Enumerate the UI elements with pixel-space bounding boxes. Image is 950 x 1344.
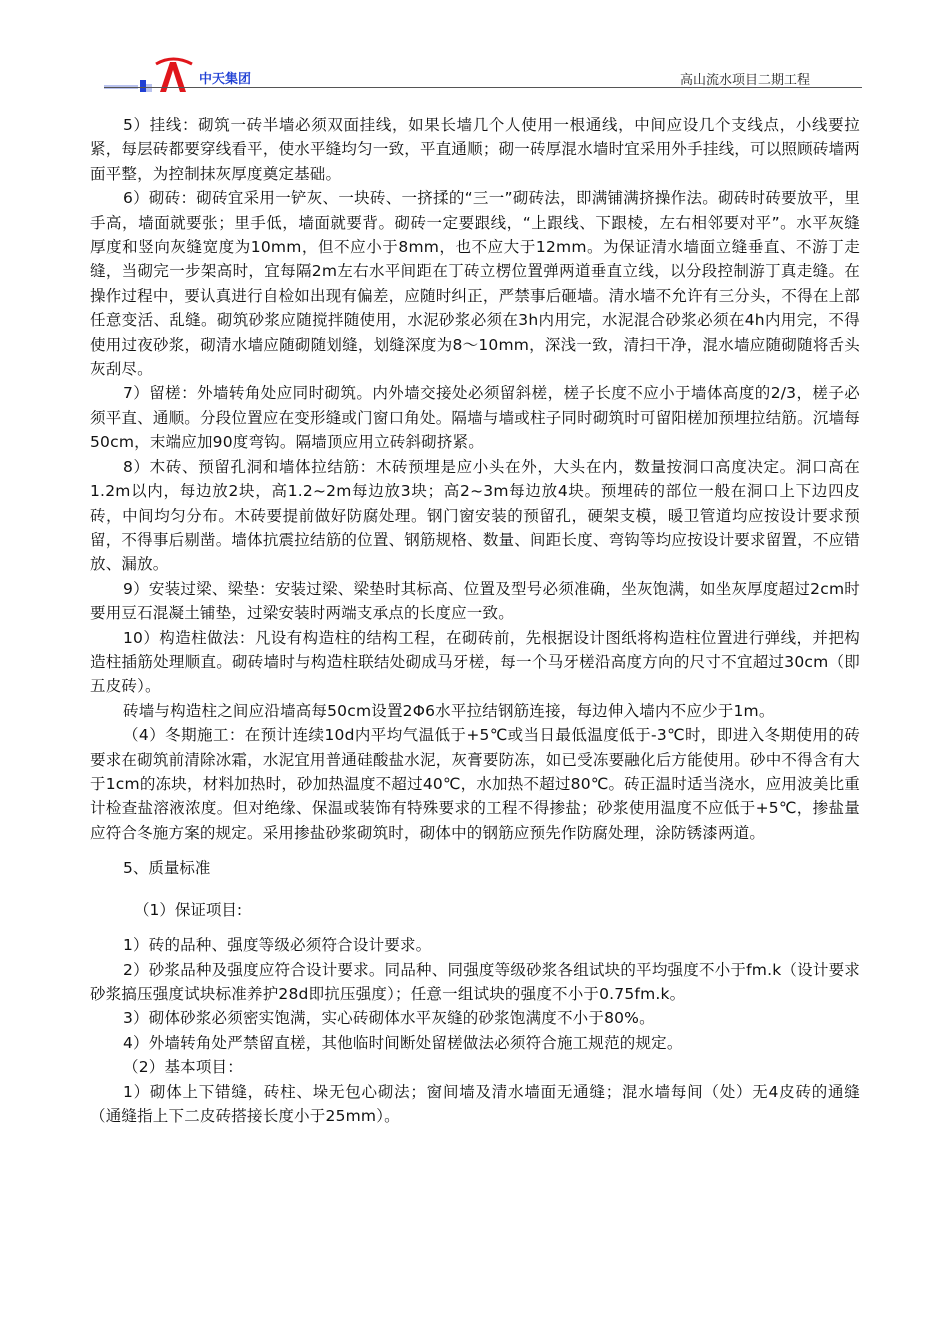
guarantee-items-title: （1）保证项目: — [134, 901, 243, 920]
guarantee-item: 4）外墙转角处严禁留直槎，其他临时间断处留槎做法必须符合施工规范的规定。 — [123, 1033, 683, 1052]
guarantee-item: 3）砌体砂浆必须密实饱满，实心砖砌体水平灰缝的砂浆饱满度不小于80%。 — [123, 1009, 655, 1028]
guarantee-item: 1）砖的品种、强度等级必须符合设计要求。 — [123, 936, 432, 955]
basic-item: 1）砌体上下错缝，砖柱、垛无包心砌法；窗间墙及清水墙面无通缝；混水墙每间（处）无4皮砖的通缝（通缝指上下二皮砖搭接长度小于25mm）。 — [90, 1082, 860, 1126]
guarantee-item: 2）砂浆品种及强度应符合设计要求。同品种、同强度等级砂浆各组试块的平均强度不小于fm.k（设计要求砂浆搞压强度试块标准养护28d即抗压强度）；任意一组试块的强度不小于0.75fm.k。 — [90, 960, 860, 1003]
basic-items-title: （2）基本项目： — [123, 1058, 243, 1077]
paragraph-toothing: 7）留槎：外墙转角处应同时砌筑。内外墙交接处必须留斜槎，槎子长度不应小于墙体高度的2/3，槎子必须平直、通顺。分段位置应在变形缝或门窗口角处。隔墙与墙或柱子同时砌筑时可留阳槎加预埋拉结筋。沉墙每50cm，末端应加90度弯钩。隔墙顶应用立砖斜砌挤紧。 — [90, 384, 860, 452]
page-header — [0, 0, 950, 100]
paragraph-tie-bars: 砖墙与构造柱之间应沿墙高每50cm设置2Φ6水平拉结钢筋连接，每边伸入墙内不应少于1m。 — [123, 701, 775, 720]
paragraph-bricklaying: 6）砌砖：砌砖宜采用一铲灰、一块砖、一挤揉的“三一”砌砖法，即满铺满挤操作法。砌砖时砖要放平，里手高，墙面就要张；里手低，墙面就要背。砌砖一定要跟线，“上跟线、下跟棱，左右相邻要对平”。水平灰缝厚度和竖向灰缝宽度为10mm，但不应小于8mm，也不应大于12mm。为保证清水墙面立缝垂直、不游丁走缝，当砌完一步架高时，宜每隔2m左右水平间距在丁砖立楞位置弹两道垂直立线，以分段控制游丁真走缝。在操作过程中，要认真进行自检如出现有偏差，应随时纠正，严禁事后砸墙。清水墙不允许有三分头，不得在上部任意变活、乱缝。砌筑砂浆应随搅拌随使用，水泥砂浆必须在3h内用完，水泥混合砂浆必须在4h内用完，不得使用过夜砂浆，砌清水墙应随砌随划缝，划缝深度为8～10mm，深浅一致，清扫干净，混水墙应随砌随将舌头灰刮尽。 — [90, 189, 860, 379]
paragraph-hanging-line: 5）挂线：砌筑一砖半墙必须双面挂线，如果长墙几个人使用一根通线，中间应设几个支线点，小线要拉紧，每层砖都要穿线看平，使水平缝均匀一致，平直通顺；砌一砖厚混水墙时宜采用外手挂线，可以照顾砖墙两面平整，为控制抹灰厚度奠定基础。 — [90, 116, 860, 183]
company-name: 中天集团 — [199, 72, 252, 87]
header-divider — [104, 87, 862, 88]
section-title-quality: 5、质量标准 — [123, 859, 211, 878]
paragraph-lintels: 9）安装过梁、梁垫：安装过梁、梁垫时其标高、位置及型号必须准确，坐灰饱满，如坐灰厚度超过2cm时要用豆石混凝土铺垫，过梁安装时两端支承点的长度应一致。 — [90, 579, 860, 623]
project-name: 高山流水项目二期工程 — [679, 73, 810, 88]
paragraph-winter-construction: （4）冬期施工：在预计连续10d内平均气温低于+5℃或当日最低温度低于-3℃时，即进入冬期使用的砖要求在砌筑前清除冰霜，水泥宜用普通硅酸盐水泥，灰膏要防冻，如已受冻要融化后方能使用。砂中不得含有大于1cm的冻块，材料加热时，砂加热温度不超过40℃，水加热不超过80℃。砖正温时适当浇水，应用波美比重计检查盐溶液浓度。但对绝缘、保温或装饰有特殊要求的工程不得掺盐；砂浆使用温度不应低于+5℃，掺盐量应符合冬施方案的规定。采用掺盐砂浆砌筑时，砌体中的钢筋应预先作防腐处理，涂防锈漆两道。 — [90, 726, 860, 842]
paragraph-wood-bricks: 8）木砖、预留孔洞和墙体拉结筋：木砖预埋是应小头在外，大头在内，数量按洞口高度决定。洞口高在1.2m以内，每边放2块，高1.2~2m每边放3块；高2~3m每边放4块。预埋砖的部位一般在洞口上下边四皮砖，中间均匀分布。木砖要提前做好防腐处理。钢门窗安装的预留孔，硬架支模，暖卫管道均应按设计要求预留，不得事后剔凿。墙体抗震拉结筋的位置、钢筋规格、数量、间距长度、弯钩等均应按设计要求留置，不应错放、漏放。 — [90, 457, 860, 574]
document-body — [90, 113, 860, 1128]
paragraph-constructional-column: 10）构造柱做法：凡设有构造柱的结构工程，在砌砖前，先根据设计图纸将构造柱位置进行弹线，并把构造柱插筋处理顺直。砌砖墙时与构造柱联结处砌成马牙槎，每一个马牙槎沿高度方向的尺寸不宜超过30cm（即五皮砖）。 — [90, 628, 860, 696]
